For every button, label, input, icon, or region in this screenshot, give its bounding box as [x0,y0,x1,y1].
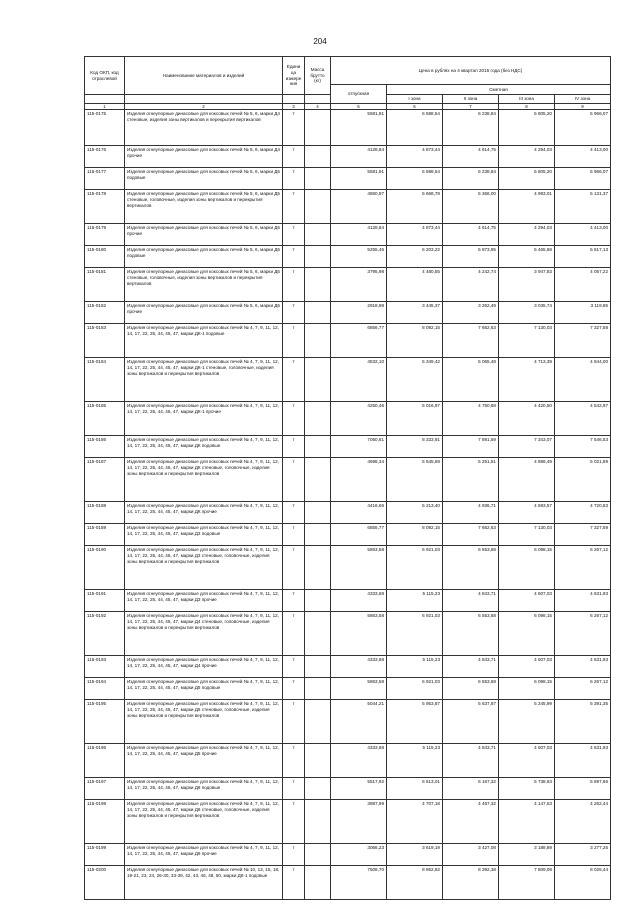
row-release-price: 2918,98 [331,302,387,324]
row-zone-2-price: 4 843,71 [443,590,499,612]
row-zone-3-price: 3 188,89 [499,844,555,866]
row-code: 115-0182 [85,302,125,324]
row-name: Изделия огнеупорные динасовые для коксовых печей № 5, 6, марки Д6 прочие [125,302,283,324]
row-zone-3-price: 4 593,57 [499,502,555,524]
row-zone-1-price: 5 349,42 [387,358,443,402]
row-zone-2-price: 6 238,84 [443,110,499,146]
row-name: Изделия огнеупорные динасовые для коксовых печей № 4, 7, 9, 11, 12, 14, 17, 22, 25, 44, 45, 47, марки Д3 подовые [125,524,283,546]
row-mass [305,800,331,844]
row-zone-3-price: 4 507,03 [499,656,555,678]
row-zone-1-price: 5 545,69 [387,458,443,502]
table-row [85,324,611,358]
row-zone-3-price: 5 738,63 [499,778,555,800]
row-zone-2-price: 4 242,74 [443,268,499,302]
row-unit: т [283,844,305,866]
row-release-price: 7060,61 [331,436,387,458]
column-index: 1 [85,103,125,110]
row-zone-1-price: 8 092,15 [387,324,443,358]
row-zone-2-price: 7 662,63 [443,324,499,358]
header-unit: Едини ца измере ния [283,57,305,95]
row-name: Изделия огнеупорные динасовые для коксовых печей № 4, 7, 9, 11, 12, 14, 17, 22, 25, 44, 45, 47, марки Д6 прочие [125,844,283,866]
row-mass [305,402,331,436]
row-mass [305,190,331,224]
row-zone-3-price: 4 294,03 [499,146,555,168]
row-unit: т [283,502,305,524]
row-release-price: 5863,58 [331,546,387,590]
header-name: Наименование материалов и изделий [125,57,283,95]
header-zone-4: IV зона [555,95,611,104]
row-zone-2-price: 3 262,49 [443,302,499,324]
row-zone-4-price: 5 966,07 [555,110,611,146]
row-name: Изделия огнеупорные динасовые для коксовых печей № 10, 13, 15, 18, 19-21, 23, 24, 26-30, 33-39, 42, 43, 46, 48, 50, марки ДК-1 подовые [125,866,283,900]
row-name: Изделия огнеупорные динасовые для коксовых печей № 4, 7, 9, 11, 12, 14, 17, 22, 25, 44, 45, 47, марки Д3 стеновые, головочные, изделия зоны вертикалов и перекрытия вертикалов [125,546,283,590]
row-zone-3-price: 4 507,03 [499,590,555,612]
row-name: Изделия огнеупорные динасовые для коксовых печей № 5, 6, марки Д6 стеновые, головочные, изделия зоны вертикалов и перекрытия вертикалов [125,268,283,302]
row-code: 115-0181 [85,268,125,302]
column-index: 5 [331,103,387,110]
row-mass [305,844,331,866]
row-zone-4-price: 5 897,66 [555,778,611,800]
row-zone-1-price: 5 115,23 [387,744,443,778]
row-code: 115-0199 [85,844,125,866]
row-unit: т [283,168,305,190]
row-code: 115-0176 [85,146,125,168]
row-zone-3-price: 7 130,03 [499,324,555,358]
row-mass [305,358,331,402]
row-zone-3-price: 5 805,20 [499,168,555,190]
row-mass [305,436,331,458]
row-mass [305,502,331,524]
column-index: 7 [443,103,499,110]
row-unit: т [283,678,305,700]
row-zone-1-price: 5 115,23 [387,656,443,678]
row-code: 115-0187 [85,458,125,502]
row-release-price: 5581,91 [331,110,387,146]
row-zone-4-price: 4 057,22 [555,268,611,302]
row-mass [305,744,331,778]
row-zone-4-price: 5 617,13 [555,246,611,268]
table-row [85,358,611,402]
row-mass [305,458,331,502]
row-zone-1-price: 4 480,55 [387,268,443,302]
header-zone-3: III зона [499,95,555,104]
row-zone-4-price: 6 267,12 [555,612,611,656]
table-body [85,110,611,900]
row-unit: т [283,436,305,458]
header-mass: Масса брутто (кг) [305,57,331,95]
row-zone-1-price: 5 016,97 [387,402,443,436]
row-zone-1-price: 5 953,87 [387,700,443,744]
header-zone-1: I зона [387,95,443,104]
row-zone-4-price: 4 262,44 [555,800,611,844]
row-zone-4-price: 3 277,25 [555,844,611,866]
row-zone-2-price: 4 750,68 [443,402,499,436]
row-name: Изделия огнеупорные динасовые для коксовых печей № 4, 7, 9, 11, 12, 14, 17, 22, 25, 44, 45, 47, марки Д6 стеновые, головочные, изделия зоны вертикалов и перекрытия вертикалов [125,800,283,844]
row-unit: т [283,324,305,358]
row-name: Изделия огнеупорные динасовые для коксовых печей № 4, 7, 9, 11, 12, 14, 17, 22, 25, 44, 45, 47, марки Д5 прочие [125,744,283,778]
row-zone-1-price: 6 203,22 [387,246,443,268]
row-zone-1-price: 5 213,40 [387,502,443,524]
table-row [85,436,611,458]
row-release-price: 7508,70 [331,866,387,900]
row-mass [305,168,331,190]
row-release-price: 4128,84 [331,224,387,246]
row-unit: т [283,546,305,590]
row-zone-1-price: 6 921,03 [387,678,443,700]
row-zone-3-price: 4 993,01 [499,190,555,224]
header-price-group: Цена в рублях на 4 квартал 2015 года (без НДС) [331,57,611,85]
table-row [85,778,611,800]
row-zone-1-price: 6 588,54 [387,168,443,190]
table-row [85,402,611,436]
row-name: Изделия огнеупорные динасовые для коксовых печей № 4, 7, 9, 11, 12, 14, 17, 22, 25, 44, 45, 47, марки Д4 стеновые, головочные, изделия зоны вертикалов и перекрытия вертикалов [125,612,283,656]
row-zone-2-price: 7 891,59 [443,436,499,458]
row-release-price: 5517,92 [331,778,387,800]
row-unit: т [283,778,305,800]
row-mass [305,146,331,168]
row-code: 115-0184 [85,358,125,402]
row-zone-2-price: 8 392,38 [443,866,499,900]
row-name: Изделия огнеупорные динасовые для коксовых печей № 4, 7, 9, 11, 12, 14, 17, 22, 25, 44, 45, 47, марки Д5 подовые [125,678,283,700]
row-name: Изделия огнеупорные динасовые для коксовых печей № 4, 7, 9, 11, 12, 14, 17, 22, 25, 44, 45, 47, марки ДК-1 стеновые, головочные, изделия зоны вертикалов и перекрытия вертикалов [125,358,283,402]
row-unit: т [283,402,305,436]
price-table [84,56,611,900]
table-row [85,612,611,656]
row-zone-4-price: 6 267,12 [555,546,611,590]
row-mass [305,700,331,744]
row-zone-2-price: 7 662,63 [443,524,499,546]
row-zone-1-price: 5 115,23 [387,590,443,612]
column-index: 3 [283,103,305,110]
table-row [85,110,611,146]
row-zone-3-price: 7 343,07 [499,436,555,458]
row-mass [305,110,331,146]
row-release-price: 5581,91 [331,168,387,190]
row-unit: т [283,146,305,168]
page-number: 204 [313,37,327,46]
row-zone-4-price: 4 631,93 [555,590,611,612]
row-code: 115-0196 [85,744,125,778]
row-zone-4-price: 5 131,37 [555,190,611,224]
row-zone-2-price: 4 457,32 [443,800,499,844]
row-code: 115-0190 [85,546,125,590]
row-zone-2-price: 5 637,87 [443,700,499,744]
row-mass [305,778,331,800]
row-name: Изделия огнеупорные динасовые для коксовых печей № 4, 7, 9, 11, 12, 14, 17, 22, 25, 44, 45, 47, марки Д3 прочие [125,590,283,612]
row-release-price: 4860,97 [331,190,387,224]
row-unit: т [283,224,305,246]
row-zone-3-price: 5 465,68 [499,246,555,268]
row-code: 115-0192 [85,612,125,656]
row-zone-1-price: 8 092,15 [387,524,443,546]
table-row [85,268,611,302]
row-mass [305,612,331,656]
row-zone-4-price: 4 542,97 [555,402,611,436]
row-zone-3-price: 3 035,74 [499,302,555,324]
row-release-price: 4333,68 [331,590,387,612]
table-row [85,224,611,246]
row-code: 115-0186 [85,436,125,458]
column-index: 2 [125,103,283,110]
row-zone-4-price: 4 631,93 [555,744,611,778]
row-zone-2-price: 6 238,84 [443,168,499,190]
row-zone-2-price: 6 553,68 [443,612,499,656]
row-release-price: 4532,10 [331,358,387,402]
row-zone-2-price: 5 366,00 [443,190,499,224]
row-unit: т [283,590,305,612]
row-release-price: 3795,98 [331,268,387,302]
row-mass [305,546,331,590]
row-code: 115-0197 [85,778,125,800]
row-code: 115-0183 [85,324,125,358]
row-name: Изделия огнеупорные динасовые для коксовых печей № 4, 7, 9, 11, 12, 14, 17, 22, 25, 44, 45, 47, марки ДК стеновые, головочные, изделия зоны вертикалов и перекрытия вертикалов [125,458,283,502]
table-row [85,590,611,612]
row-code: 115-0191 [85,590,125,612]
row-code: 115-0194 [85,678,125,700]
row-code: 115-0189 [85,524,125,546]
row-zone-1-price: 4 873,44 [387,224,443,246]
row-name: Изделия огнеупорные динасовые для коксовых печей № 4, 7, 9, 11, 12, 14, 17, 22, 25, 44, 45, 47, марки Д5 стеновые, головочные, изделия зоны вертикалов и перекрытия вертикалов [125,700,283,744]
row-name: Изделия огнеупорные динасовые для коксовых печей № 4, 7, 9, 11, 12, 14, 17, 22, 25, 44, 45, 47, марки ДК подовые [125,436,283,458]
column-index: 4 [305,103,331,110]
table-row [85,502,611,524]
row-code: 115-0193 [85,656,125,678]
row-unit: т [283,524,305,546]
column-index: 9 [555,103,611,110]
row-zone-2-price: 4 614,75 [443,224,499,246]
row-mass [305,246,331,268]
row-release-price: 6855,77 [331,524,387,546]
row-code: 115-0175 [85,110,125,146]
row-zone-3-price: 4 147,53 [499,800,555,844]
row-zone-4-price: 5 021,89 [555,458,611,502]
table-row [85,866,611,900]
table-row [85,458,611,502]
row-zone-4-price: 6 267,12 [555,678,611,700]
row-zone-3-price: 7 130,03 [499,524,555,546]
row-name: Изделия огнеупорные динасовые для коксовых печей № 5, 6, марки Д6 подовые [125,246,283,268]
table-row [85,656,611,678]
row-zone-1-price: 3 445,37 [387,302,443,324]
row-release-price: 4333,68 [331,656,387,678]
row-zone-4-price: 4 844,00 [555,358,611,402]
row-unit: т [283,612,305,656]
row-zone-4-price: 4 720,83 [555,502,611,524]
table-row [85,700,611,744]
row-code: 115-0195 [85,700,125,744]
row-release-price: 4250,46 [331,402,387,436]
row-zone-1-price: 8 333,91 [387,436,443,458]
table-row [85,524,611,546]
row-release-price: 5863,58 [331,678,387,700]
row-name: Изделия огнеупорные динасовые для коксовых печей № 4, 7, 9, 11, 12, 14, 17, 22, 25, 44, 45, 47, марки ДК-1 подовые [125,324,283,358]
row-code: 115-0179 [85,224,125,246]
row-zone-3-price: 5 805,20 [499,110,555,146]
column-index: 8 [499,103,555,110]
row-zone-4-price: 7 327,58 [555,324,611,358]
row-zone-4-price: 4 631,93 [555,656,611,678]
table-row [85,678,611,700]
row-code: 115-0200 [85,866,125,900]
row-code: 115-0185 [85,402,125,436]
row-unit: т [283,246,305,268]
row-release-price: 3066,23 [331,844,387,866]
row-zone-3-price: 6 098,15 [499,612,555,656]
row-zone-3-price: 5 245,99 [499,700,555,744]
row-mass [305,268,331,302]
row-zone-1-price: 6 588,54 [387,110,443,146]
row-zone-4-price: 8 025,44 [555,866,611,900]
row-unit: т [283,866,305,900]
row-zone-4-price: 3 119,85 [555,302,611,324]
row-unit: т [283,458,305,502]
row-zone-4-price: 5 391,35 [555,700,611,744]
row-zone-3-price: 6 098,15 [499,546,555,590]
row-zone-2-price: 4 843,71 [443,656,499,678]
row-name: Изделия огнеупорные динасовые для коксовых печей № 5, 6, марки Д4 прочие [125,146,283,168]
row-name: Изделия огнеупорные динасовые для коксовых печей № 4, 7, 9, 11, 12, 14, 17, 22, 25, 44, 45, 47, марки Д4 прочие [125,656,283,678]
row-code: 115-0188 [85,502,125,524]
row-zone-4-price: 7 327,59 [555,524,611,546]
row-zone-4-price: 7 546,53 [555,436,611,458]
row-name: Изделия огнеупорные динасовые для коксовых печей № 5, 6, марки Д5 прочие [125,224,283,246]
row-mass [305,324,331,358]
row-zone-2-price: 4 614,75 [443,146,499,168]
table-row [85,302,611,324]
row-unit: т [283,800,305,844]
table-row [85,190,611,224]
row-zone-2-price: 5 251,51 [443,458,499,502]
table-row [85,246,611,268]
row-zone-2-price: 3 427,08 [443,844,499,866]
row-unit: т [283,744,305,778]
row-mass [305,224,331,246]
row-unit: т [283,656,305,678]
row-zone-2-price: 5 873,95 [443,246,499,268]
row-zone-1-price: 6 921,03 [387,612,443,656]
row-zone-3-price: 4 507,03 [499,744,555,778]
row-zone-3-price: 4 886,49 [499,458,555,502]
row-zone-1-price: 8 862,82 [387,866,443,900]
row-release-price: 5863,58 [331,612,387,656]
row-zone-4-price: 5 966,07 [555,168,611,190]
table-row [85,546,611,590]
row-zone-1-price: 3 619,19 [387,844,443,866]
row-release-price: 4416,66 [331,502,387,524]
row-release-price: 6856,77 [331,324,387,358]
row-mass [305,302,331,324]
row-mass [305,590,331,612]
row-unit: т [283,302,305,324]
row-mass [305,524,331,546]
column-index: 6 [387,103,443,110]
row-name: Изделия огнеупорные динасовые для коксовых печей № 5, 6, марки Д5 подовые [125,168,283,190]
row-code: 115-0178 [85,190,125,224]
row-unit: т [283,110,305,146]
table-row [85,844,611,866]
row-code: 115-0198 [85,800,125,844]
row-unit: т [283,268,305,302]
row-zone-2-price: 4 936,71 [443,502,499,524]
row-zone-2-price: 6 553,68 [443,678,499,700]
row-mass [305,866,331,900]
row-name: Изделия огнеупорные динасовые для коксовых печей № 4, 7, 9, 11, 12, 14, 17, 22, 25, 44, 45, 47, марки ДК-1 прочие [125,402,283,436]
row-zone-4-price: 4 413,00 [555,146,611,168]
row-zone-3-price: 6 098,15 [499,678,555,700]
row-zone-1-price: 4 707,18 [387,800,443,844]
table-row [85,168,611,190]
row-zone-2-price: 5 065,48 [443,358,499,402]
row-release-price: 5255,45 [331,246,387,268]
row-zone-3-price: 4 420,50 [499,402,555,436]
row-zone-2-price: 6 553,68 [443,546,499,590]
row-zone-3-price: 4 294,03 [499,224,555,246]
row-release-price: 3987,99 [331,800,387,844]
header-code: Код ОКП, код отраслевой [85,57,125,95]
row-unit: т [283,700,305,744]
header-zone-2: II зона [443,95,499,104]
row-unit: т [283,190,305,224]
row-mass [305,656,331,678]
row-name: Изделия огнеупорные динасовые для коксовых печей № 5, 6, марки Д5 стеновые, головочные, изделия зоны вертикалов и перекрытия вертикалов [125,190,283,224]
row-mass [305,678,331,700]
row-zone-3-price: 7 809,09 [499,866,555,900]
row-zone-2-price: 6 167,32 [443,778,499,800]
row-zone-1-price: 4 873,44 [387,146,443,168]
header-estimated-price: Сметная [387,85,611,95]
row-release-price: 4698,34 [331,458,387,502]
row-zone-4-price: 4 413,00 [555,224,611,246]
row-name: Изделия огнеупорные динасовые для коксовых печей № 5, 6, марки Д4 стеновые, изделия зоны вертикалов и перекрытия вертикалов [125,110,283,146]
row-release-price: 5044,21 [331,700,387,744]
row-release-price: 4333,68 [331,744,387,778]
row-name: Изделия огнеупорные динасовые для коксовых печей № 4, 7, 9, 11, 12, 14, 17, 22, 25, 44, 45, 47, марки ДК прочие [125,502,283,524]
row-zone-3-price: 4 713,39 [499,358,555,402]
row-zone-2-price: 4 843,71 [443,744,499,778]
row-unit: т [283,358,305,402]
row-zone-1-price: 6 513,01 [387,778,443,800]
row-zone-1-price: 6 921,03 [387,546,443,590]
header-release-price: отпускная [331,85,387,104]
row-code: 115-0180 [85,246,125,268]
table-row [85,146,611,168]
row-name: Изделия огнеупорные динасовые для коксовых печей № 4, 7, 9, 11, 12, 14, 17, 22, 25, 44, 45, 47, марки Д6 подовые [125,778,283,800]
table-row [85,744,611,778]
row-code: 115-0177 [85,168,125,190]
table-row [85,800,611,844]
row-zone-3-price: 3 947,83 [499,268,555,302]
row-zone-1-price: 5 668,78 [387,190,443,224]
row-release-price: 4128,84 [331,146,387,168]
